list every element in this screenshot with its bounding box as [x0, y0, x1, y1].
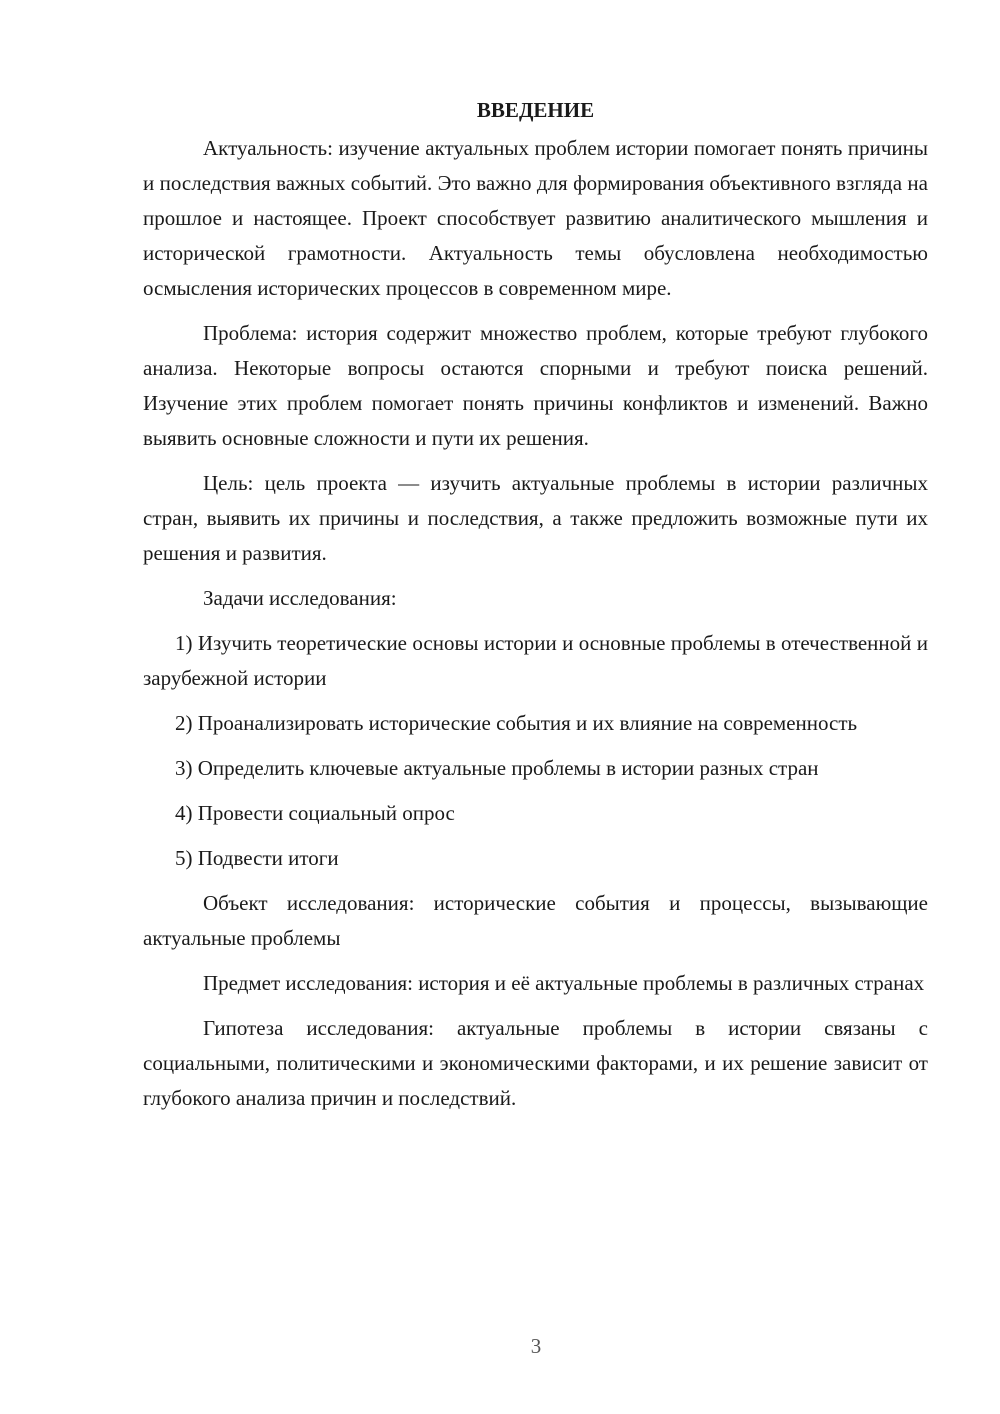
problem-paragraph: Проблема: история содержит множество проблем, которые требуют глубокого анализа. Некоторые вопросы остаются спорными и требуют поиска решений. Изучение этих проблем помогает понять причины конфликтов и изменений. Важно выявить основные сложности и пути их решения.	[143, 321, 928, 450]
subject-paragraph: Предмет исследования: история и её актуальные проблемы в различных странах	[203, 971, 925, 995]
task-item: 3) Определить ключевые актуальные проблемы в истории разных стран	[175, 756, 819, 780]
hypothesis-paragraph: Гипотеза исследования: актуальные проблемы в истории связаны с социальными, политическими и экономическими факторами, и их решение зависит от глубокого анализа причин и последствий.	[143, 1016, 928, 1110]
document-page	[143, 95, 928, 1126]
task-item: 5) Подвести итоги	[175, 846, 339, 870]
tasks-list	[143, 626, 928, 876]
tasks-label: Задачи исследования:	[203, 586, 397, 610]
relevance-paragraph: Актуальность: изучение актуальных проблем истории помогает понять причины и последствия важных событий. Это важно для формирования объективного взгляда на прошлое и настоящее. Проект способствует развитию аналитического мышления и исторической грамотности. Актуальность темы обусловлена необходимостью осмысления исторических процессов в современном мире.	[143, 136, 928, 300]
object-paragraph: Объект исследования: исторические события и процессы, вызывающие актуальные проблемы	[143, 891, 928, 950]
task-item: 4) Провести социальный опрос	[175, 801, 455, 825]
page-number: 3	[530, 1334, 542, 1358]
section-heading: ВВЕДЕНИЕ	[476, 98, 595, 122]
task-item: 1) Изучить теоретические основы истории и основные проблемы в отечественной и зарубежной истории	[143, 631, 928, 690]
goal-paragraph: Цель: цель проекта — изучить актуальные проблемы в истории различных стран, выявить их причины и последствия, а также предложить возможные пути их решения и развития.	[143, 471, 928, 565]
task-item: 2) Проанализировать исторические события и их влияние на современность	[175, 711, 858, 735]
